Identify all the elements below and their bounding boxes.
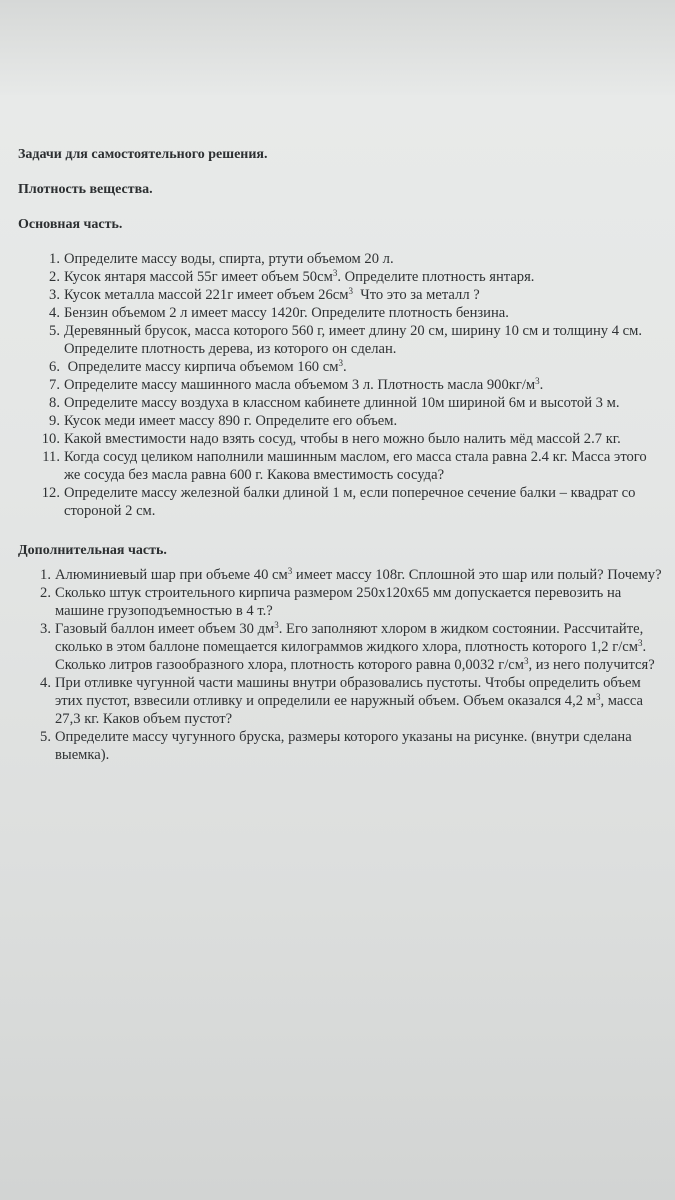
list-item: 2. Кусок янтаря массой 55г имеет объем $50см^3$. Определите плотность янтаря. [49, 268, 535, 285]
list-item: 3. Газовый баллон имеет объем 30 $дм^3$. Его заполняют хлором в жидком состоянии. Рассчитайте, сколько в этом баллоне помещается килограммов жидкого хлора, плотность которого 1,2 $г/см^3$. Сколько литров газообразного хлора, плотность которого равна 0,0032 $г/см^3$, из него получится? [40, 620, 655, 673]
list-item: 4. Бензин объемом 2 л имеет массу 1420г. Определите плотность бензина. [49, 305, 509, 321]
top-shadow [0, 0, 675, 95]
list-item: 11. Когда сосуд целиком наполнили машинным маслом, его масса стала равна 2.4 кг. Масса этого же сосуда без масла равна 600 г. Какова вместимость сосуда? [42, 449, 647, 483]
document-title: Задачи для самостоятельного решения. [18, 147, 268, 162]
main-task-list [18, 250, 668, 520]
list-item: 4. При отливке чугунной части машины внутри образовались пустоты. Чтобы определить объем этих пустот, взвесили отливку и определили ее наружный объем. Объем оказался 4,2 $м^3$, масса 27,3 кг. Каков объем пустот? [40, 675, 643, 727]
list-item: 2. Сколько штук строительного кирпича размером 250х120х65 мм допускается перевозить на машине грузоподъемностью в 4 т.? [40, 585, 622, 619]
extra-task-list [18, 566, 668, 764]
list-item: 6. Определите массу кирпича объемом 160 $см^3$. [49, 358, 347, 375]
list-item: 8. Определите массу воздуха в классном кабинете длинной 10м шириной 6м и высотой 3 м. [49, 395, 620, 411]
list-item: 9. Кусок меди имеет массу 890 г. Определите его объем. [49, 413, 398, 429]
list-item: 7. Определите массу машинного масла объемом 3 л. Плотность масла $900кг/м^3$. [49, 376, 544, 393]
list-item: 5. Деревянный брусок, масса которого 560 г, имеет длину 20 см, ширину 10 см и толщину 4 см. Определите плотность дерева, из которого он сделан. [49, 323, 643, 357]
list-item: 1. Алюминиевый шар при объеме 40 $см^3$ имеет массу 108г. Сплошной это шар или полый? Почему? [40, 566, 662, 583]
list-item: 5. Определите массу чугунного бруска, размеры которого указаны на рисунке. (внутри сделана выемка). [40, 729, 632, 763]
list-item: 1. Определите массу воды, спирта, ртути объемом 20 л. [49, 251, 394, 267]
topic-heading: Плотность вещества. [18, 182, 153, 197]
list-item: 10. Какой вместимости надо взять сосуд, чтобы в него можно было налить мёд массой 2.7 кг. [41, 431, 621, 447]
extra-section-heading: Дополнительная часть. [18, 543, 167, 558]
main-section-heading: Основная часть. [18, 217, 123, 232]
list-item: 3. Кусок металла массой 221г имеет объем $26см^3$ Что это за металл ? [49, 286, 480, 303]
document-body [18, 146, 668, 764]
list-item: 12. Определите массу железной балки длиной 1 м, если поперечное сечение балки – квадрат со стороной 2 см. [41, 485, 636, 519]
